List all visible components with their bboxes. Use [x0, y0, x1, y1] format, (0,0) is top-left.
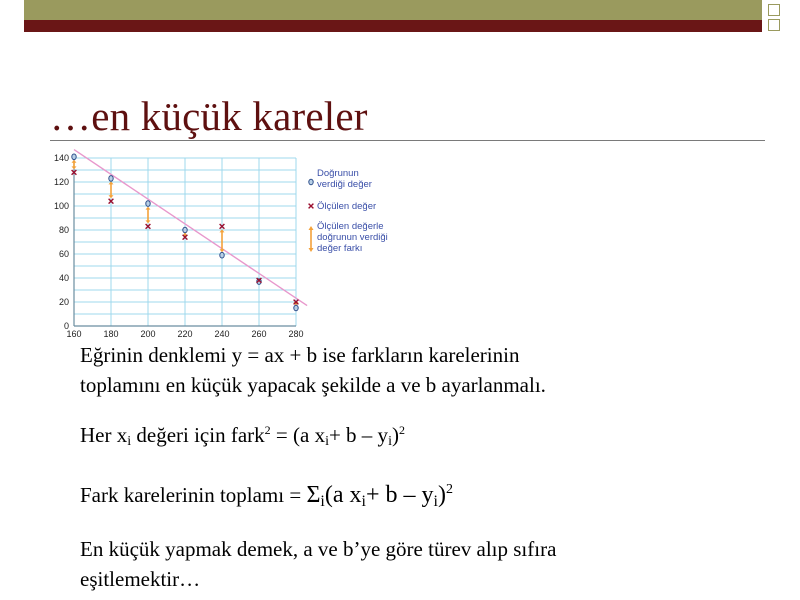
fit-line: [74, 150, 307, 306]
legend-arrow-head: [309, 248, 314, 252]
eq2-sup-2: 2: [445, 482, 453, 497]
difference-arrow-head: [146, 207, 151, 210]
eq2-sigma: Σ: [306, 482, 321, 508]
point-line-value: [294, 305, 298, 311]
header-bar-maroon: [24, 20, 762, 32]
corner-square-decoration: [768, 4, 780, 16]
legend-label: değer farkı: [317, 243, 363, 254]
chart-legend: [309, 168, 388, 254]
text-line-1: Eğrinin denklemi y = ax + b ise farkların karelerinin: [80, 343, 520, 367]
x-tick-label: 160: [66, 329, 82, 339]
y-tick-label: 140: [53, 153, 69, 163]
eq2-prefix: Fark karelerinin toplamı =: [80, 483, 307, 507]
header-bar-olive: [24, 0, 762, 20]
x-tick-label: 260: [251, 329, 267, 339]
eq2-open: (a x: [324, 482, 362, 508]
legend-arrow-head: [309, 226, 314, 230]
eq2-close: ): [437, 482, 446, 508]
least-squares-chart: [40, 146, 410, 341]
x-tick-label: 180: [103, 329, 119, 339]
equation-sum-of-squares: [80, 480, 453, 510]
legend-cross-marker: [309, 204, 314, 209]
chart-fit-line-layer: [74, 150, 307, 306]
legend-label: verdiği değer: [317, 179, 372, 190]
text-line-3: En küçük yapmak demek, a ve b’ye göre türev alıp sıfıra: [80, 537, 557, 561]
x-tick-label: 280: [288, 329, 304, 339]
eq1-sub-i-2: i: [325, 434, 329, 449]
y-tick-label: 120: [53, 177, 69, 187]
x-tick-label: 220: [177, 329, 193, 339]
difference-arrow-head: [146, 220, 151, 223]
y-tick-label: 100: [53, 201, 69, 211]
point-line-value: [72, 154, 76, 160]
title-divider: [50, 140, 765, 141]
eq1-sub-i-3: i: [388, 434, 392, 449]
eq1-eq: = (a x: [270, 423, 326, 447]
corner-square-decoration: [768, 19, 780, 31]
eq1-mid: değeri için fark: [131, 423, 265, 447]
difference-arrow-head: [109, 195, 114, 198]
eq2-sub-i: i: [320, 493, 325, 510]
difference-arrow-head: [72, 160, 77, 163]
point-line-value: [109, 176, 113, 182]
eq2-sub-i-2: i: [361, 493, 366, 510]
y-tick-label: 80: [58, 225, 69, 235]
y-tick-label: 40: [58, 273, 69, 283]
point-line-value: [146, 201, 150, 207]
point-line-value: [183, 227, 187, 233]
eq1-close: ): [391, 423, 399, 447]
eq2-sub-i-3: i: [433, 493, 438, 510]
difference-arrow-head: [220, 249, 225, 252]
difference-arrow-head: [72, 166, 77, 169]
slide-title: …en küçük kareler: [50, 93, 368, 139]
point-line-value: [220, 252, 224, 258]
eq1-prefix: Her x: [80, 423, 128, 447]
eq1-sub-i: i: [127, 434, 132, 449]
legend-circle-marker: [309, 179, 313, 185]
x-tick-label: 240: [214, 329, 230, 339]
text-line-4: eşitlemektir…: [80, 567, 201, 591]
y-tick-label: 60: [58, 249, 69, 259]
eq2-plus: + b – y: [365, 482, 434, 508]
legend-label: Ölçülen değerle: [317, 221, 384, 232]
chart-tick-labels: [54, 153, 304, 339]
y-tick-label: 0: [63, 321, 69, 331]
eq1-sup-2: 2: [264, 423, 271, 437]
chart-grid: [74, 158, 296, 326]
text-line-2: toplamını en küçük yapacak şekilde a ve b ayarlanmalı.: [80, 373, 546, 397]
legend-label: Doğrunun: [317, 168, 359, 179]
y-tick-label: 20: [58, 297, 69, 307]
equation-fark-squared: [80, 420, 405, 450]
eq1-close-sup: 2: [398, 423, 405, 437]
legend-label: Ölçülen değer: [317, 201, 377, 212]
legend-label: doğrunun verdiği: [317, 232, 388, 243]
x-tick-label: 200: [140, 329, 156, 339]
eq1-plus: + b – y: [328, 423, 389, 447]
